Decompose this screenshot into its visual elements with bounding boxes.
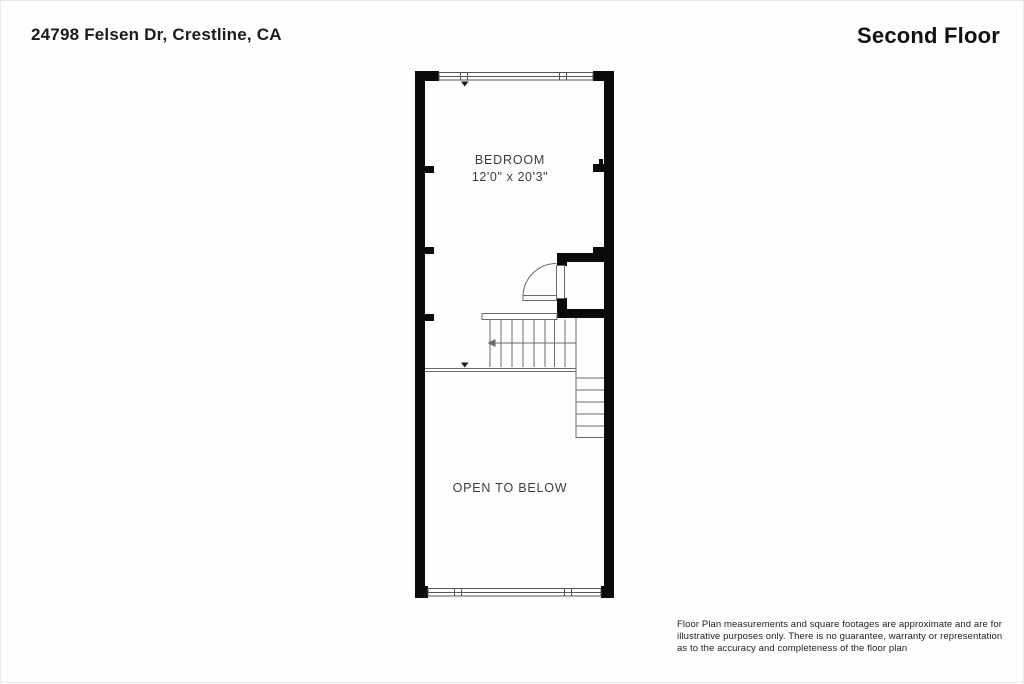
open-to-below-edge bbox=[425, 369, 576, 372]
disclaimer-line-1: Floor Plan measurements and square footages are approximate and are for bbox=[677, 619, 1003, 630]
door-swing bbox=[523, 264, 565, 301]
open-to-below-label: OPEN TO BELOW bbox=[452, 481, 568, 495]
top-window bbox=[439, 73, 593, 81]
exterior-walls bbox=[415, 71, 614, 598]
floor-title: Second Floor bbox=[857, 23, 1000, 48]
down-triangle-marker-top bbox=[461, 82, 469, 87]
floor-plan-drawing bbox=[1, 1, 1024, 684]
staircase-lower bbox=[576, 378, 604, 438]
property-address: 24798 Felsen Dr, Crestline, CA bbox=[31, 25, 282, 44]
disclaimer-line-2: illustrative purposes only. There is no guarantee, warranty or representation bbox=[677, 631, 1003, 642]
staircase-upper bbox=[482, 314, 576, 439]
disclaimer-text bbox=[677, 619, 1017, 655]
down-triangle-marker-mid bbox=[461, 363, 469, 368]
room-label: BEDROOM bbox=[474, 153, 546, 167]
room-dimensions: 12'0" x 20'3" bbox=[471, 170, 549, 184]
bottom-window bbox=[428, 589, 601, 597]
disclaimer-line-3: as to the accuracy and completeness of the floor plan bbox=[677, 643, 908, 654]
